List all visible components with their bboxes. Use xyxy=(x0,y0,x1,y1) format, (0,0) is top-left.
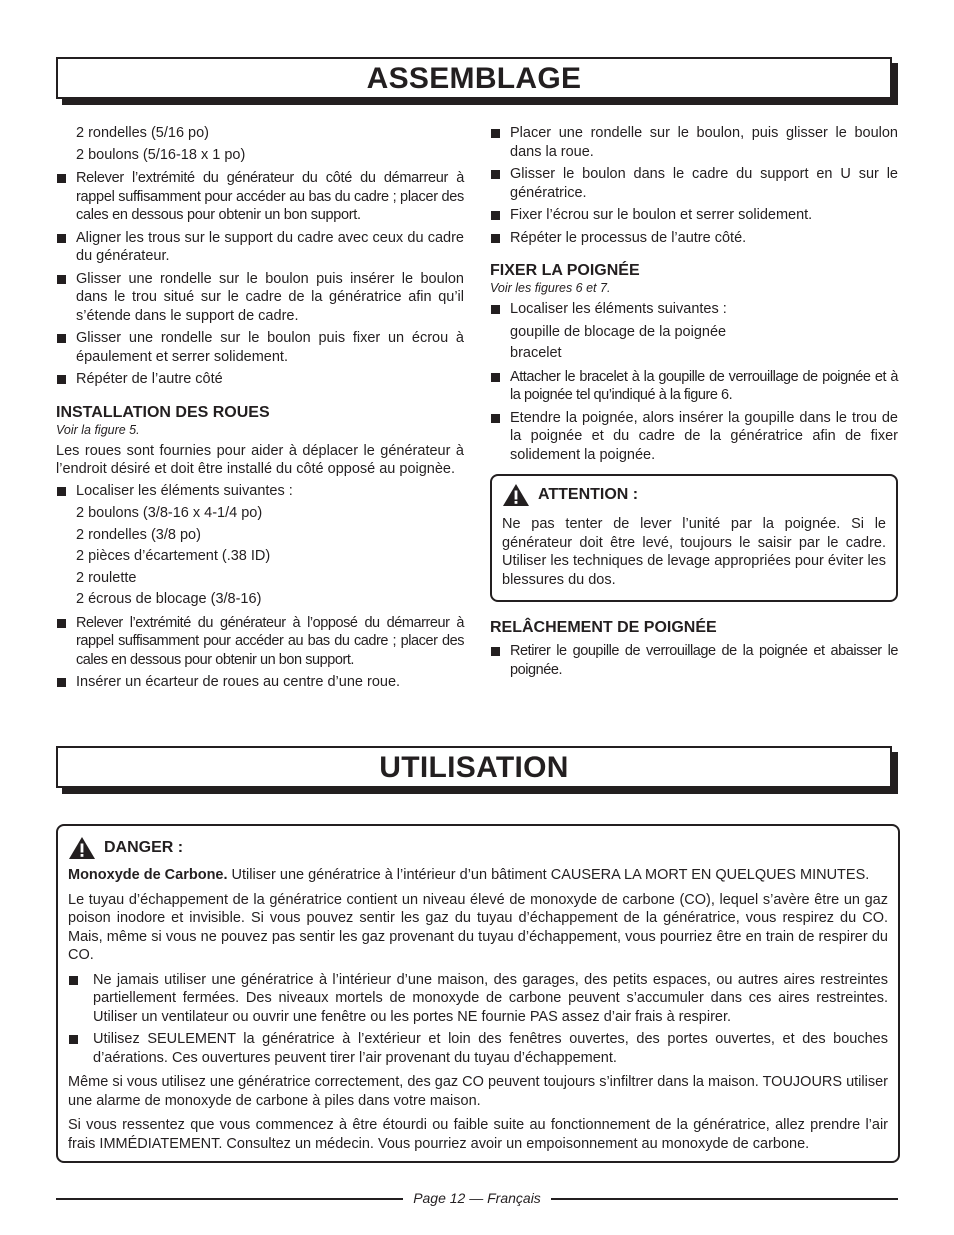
item-line: 2 rondelles (3/8 po) xyxy=(76,526,201,543)
section-heading-relachement: RELÂCHEMENT DE POIGNÉE xyxy=(490,619,717,636)
section-heading-roues: INSTALLATION DES ROUES xyxy=(56,403,270,421)
paragraph: Même si vous utilisez une génératrice correctement, des gaz CO peuvent toujours s’infiltrer dans la maison. TOUJOURS utiliser une alarme de monoxyde de carbone à piles dans votre maison. xyxy=(68,1074,888,1109)
assemblage-banner: ASSEMBLAGE xyxy=(56,57,892,99)
list-item: Utilisez SEULEMENT la génératrice à l’extérieur et loin des fenêtres ouvertes, des portes ouvertes, et des bouches d’aérations. Ces ouvertures peuvent tirer l’air provenant du tuyau d’échappement. xyxy=(68,1030,888,1067)
list-item: Relever l’extrémité du générateur du côté du démarreur à rappel suffisamment pour accéder au bas du cadre ; placer des cales en dessous pour obtenir un bon support. xyxy=(56,169,464,225)
figure-reference: Voir les figures 6 et 7. xyxy=(490,281,611,295)
list-item: Glisser une rondelle sur le boulon puis insérer le boulon dans le trou situé sur le cadre de la génératrice afin qu’il s’étende dans le support de cadre. xyxy=(56,270,464,326)
danger-header xyxy=(68,836,888,860)
danger-title: DANGER : xyxy=(104,838,184,856)
item-line: bracelet xyxy=(510,345,562,361)
list-item: Insérer un écarteur de roues au centre d’une roue. xyxy=(56,673,464,692)
item-line: 2 rondelles (5/16 po) xyxy=(76,125,209,141)
list-item: Ne jamais utiliser une génératrice à l’intérieur d’une maison, des garages, des petits espaces, ou autres aires restreintes partiellement fermées. Des niveaux mortels de monoxyde de carbone peuvent s’accumuler dans ces aires restreintes. Utiliser un ventilateur ou ouvrir une fenêtre ou les portes NE fournie PAS assez d’air frais à respirer. xyxy=(68,971,888,1027)
list-item: Relever l’extrémité du générateur à l’opposé du démarreur à rappel suffisamment pour accéder au bas du cadre ; placer des cales en dessous pour obtenir un bon support. xyxy=(56,614,464,670)
list-item: Attacher le bracelet à la goupille de verrouillage de poignée et à la poignée tel qu’indiqué à la figure 6. xyxy=(490,368,898,405)
attention-text: Ne pas tenter de lever l’unité par la poignée. Si le générateur doit être levé, toujours le saisir par le cadre. Utiliser les techniques de levage appropriées pour éviter les blessures du dos. xyxy=(502,516,886,588)
utilisation-banner: UTILISATION xyxy=(56,746,892,788)
list-item: Glisser le boulon dans le cadre du support en U sur le génératrice. xyxy=(490,165,898,202)
item-line: 2 boulons (5/16-18 x 1 po) xyxy=(76,146,246,163)
list-item: Répéter de l’autre côté xyxy=(56,370,464,389)
list-item: Localiser les éléments suivantes : xyxy=(56,482,464,501)
list-item: Retirer le goupille de verrouillage de la poignée et abaisser le poignée. xyxy=(490,642,898,679)
list-item: Aligner les trous sur le support du cadre avec ceux du cadre du générateur. xyxy=(56,229,464,266)
paragraph: Les roues sont fournies pour aider à déplacer le générateur à l’endroit désiré et doit être installé du côté opposé au poignèe. xyxy=(56,442,464,477)
paragraph: Si vous ressentez que vous commencez à être étourdi ou faible suite au fonctionnement de la génératrice, allez prendre l’air frais IMMÉDIATEMENT. Consultez un médecin. Vous pourriez avoir un empoisonnement au monoxyde de carbone. xyxy=(68,1117,888,1152)
list-item: Localiser les éléments suivantes : xyxy=(490,300,898,319)
right-column xyxy=(490,124,898,683)
co-warning-bold: Monoxyde de Carbone. xyxy=(68,867,228,883)
list-item: Placer une rondelle sur le boulon, puis glisser le boulon dans la roue. xyxy=(490,124,898,161)
item-line: 2 boulons (3/8-16 x 4-1/4 po) xyxy=(76,505,263,521)
item-line: 2 pièces d’écartement (.38 ID) xyxy=(76,548,271,564)
co-warning-text: Utiliser une génératrice à l’intérieur d’un bâtiment CAUSERA LA MORT EN QUELQUES MINUTES. xyxy=(227,867,870,883)
item-line: 2 roulette xyxy=(76,569,137,586)
page-number: Page 12 — Français xyxy=(403,1190,551,1206)
list-item: Répéter le processus de l’autre côté. xyxy=(490,229,898,248)
attention-header xyxy=(502,483,886,507)
paragraph: Le tuyau d’échappement de la génératrice contient un niveau élevé de monoxyde de carbone (CO), lequel s’avère être un gaz poison inodore et invisible. Si vous pouvez sentir les gaz du tuyau d’échappement de la génératrice, vous respirez du CO. Mais, même si vous ne pouvez pas sentir les gaz provenant du tuyau d’échappement, vous pourriez être en train de respirer du CO. xyxy=(68,891,888,963)
list-item: Etendre la poignée, alors insérer la goupille dans le trou de la poignée et du cadre de la génératrice afin de fixer solidement la poignée. xyxy=(490,409,898,465)
item-line: 2 écrous de blocage (3/8-16) xyxy=(76,591,262,607)
section-heading-poignee: FIXER LA POIGNÉE xyxy=(490,262,640,279)
left-column xyxy=(56,124,464,696)
warning-triangle-icon xyxy=(68,836,96,860)
item-line: goupille de blocage de la poignée xyxy=(510,323,727,340)
co-warning xyxy=(68,866,888,885)
attention-box xyxy=(490,474,898,602)
warning-triangle-icon xyxy=(502,483,530,507)
list-item: Glisser une rondelle sur le boulon puis fixer un écrou à épaulement et serrer solidement. xyxy=(56,329,464,366)
figure-reference: Voir la figure 5. xyxy=(56,422,140,437)
danger-box xyxy=(56,824,900,1163)
list-item: Fixer l’écrou sur le boulon et serrer solidement. xyxy=(490,206,898,225)
attention-title: ATTENTION : xyxy=(538,485,639,503)
page-footer xyxy=(0,1189,954,1208)
